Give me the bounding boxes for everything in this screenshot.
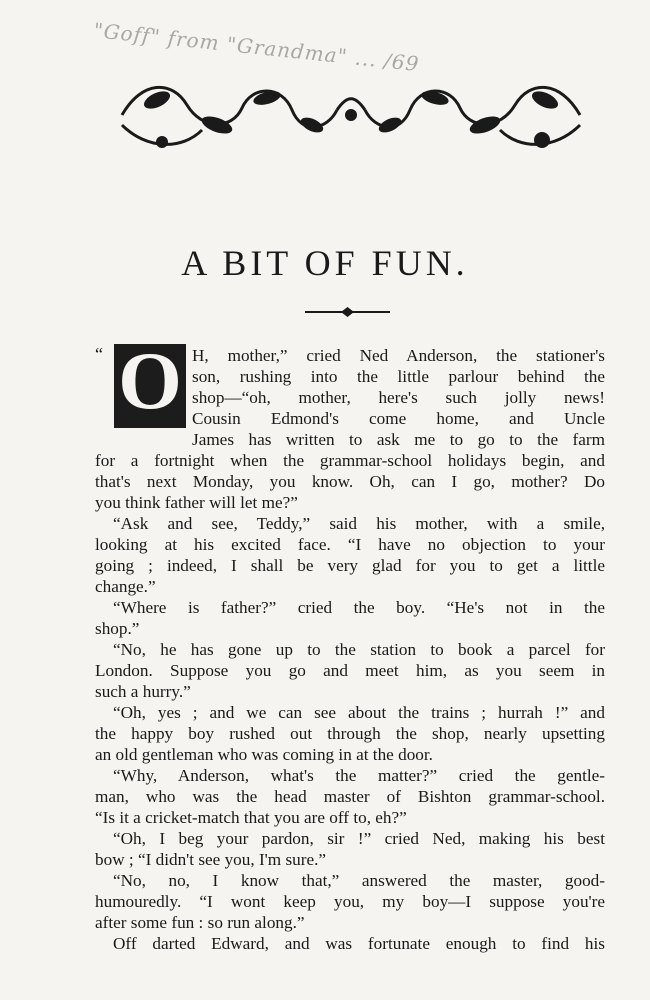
text-line: that's next Monday, you know. Oh, can I go, mother? Do [95, 472, 605, 491]
drop-cap-letter: O [118, 335, 182, 426]
text-line: London. Suppose you go and meet him, as you seem in [95, 661, 605, 680]
text-line: “Oh, I beg your pardon, sir !” cried Ned, making his best [113, 829, 605, 848]
text-line: after some fun : so run along.” [95, 913, 305, 932]
text-line: “No, no, I know that,” answered the master, good- [113, 871, 605, 890]
text-line: shop.” [95, 619, 140, 638]
text-line: Off darted Edward, and was fortunate enough to find his [113, 934, 605, 953]
chapter-title: A BIT OF FUN. [181, 243, 469, 283]
text-line: “Ask and see, Teddy,” said his mother, with a smile, [113, 514, 605, 533]
text-line: the happy boy rushed out through the shop, nearly upsetting [95, 724, 605, 743]
text-line: “Oh, yes ; and we can see about the trains ; hurrah !” and [113, 703, 605, 722]
text-line: “Is it a cricket-match that you are off to, eh?” [95, 808, 407, 827]
text-line: such a hurry.” [95, 682, 191, 701]
text-line: shop—“oh, mother, here's such jolly news! [192, 388, 605, 407]
text-line: change.” [95, 577, 156, 596]
text-line: son, rushing into the little parlour behind the [192, 367, 605, 386]
text-line: looking at his excited face. “I have no objection to your [95, 535, 605, 554]
text-line: man, who was the head master of Bishton grammar-school. [95, 787, 605, 806]
text-line: going ; indeed, I shall be very glad for you to get a little [95, 556, 605, 575]
text-line: “Where is father?” cried the boy. “He's not in the [113, 598, 605, 617]
opening-quote-mark: “ [95, 344, 103, 364]
text-line: an old gentleman who was coming in at the door. [95, 745, 433, 764]
text-line: bow ; “I didn't see you, I'm sure.” [95, 850, 327, 869]
text-line: you think father will let me?” [95, 493, 298, 512]
text-line: humouredly. “I wont keep you, my boy—I suppose you're [95, 892, 605, 911]
text-line: Cousin Edmond's come home, and Uncle [192, 409, 605, 428]
text-line: “No, he has gone up to the station to book a parcel for [113, 640, 605, 659]
decorated-drop-cap [114, 335, 186, 428]
text-line: for a fortnight when the grammar-school holidays begin, and [95, 451, 605, 470]
ornamental-header-band [112, 70, 590, 160]
title-divider-rule [305, 305, 390, 319]
text-line: James has written to ask me to go to the farm [192, 430, 605, 449]
text-line: H, mother,” cried Ned Anderson, the stationer's [192, 346, 605, 365]
text-line: “Why, Anderson, what's the matter?” cried the gentle- [113, 766, 605, 785]
handwritten-annotation: "Goff" from "Grandma" ... /69 [92, 18, 421, 77]
